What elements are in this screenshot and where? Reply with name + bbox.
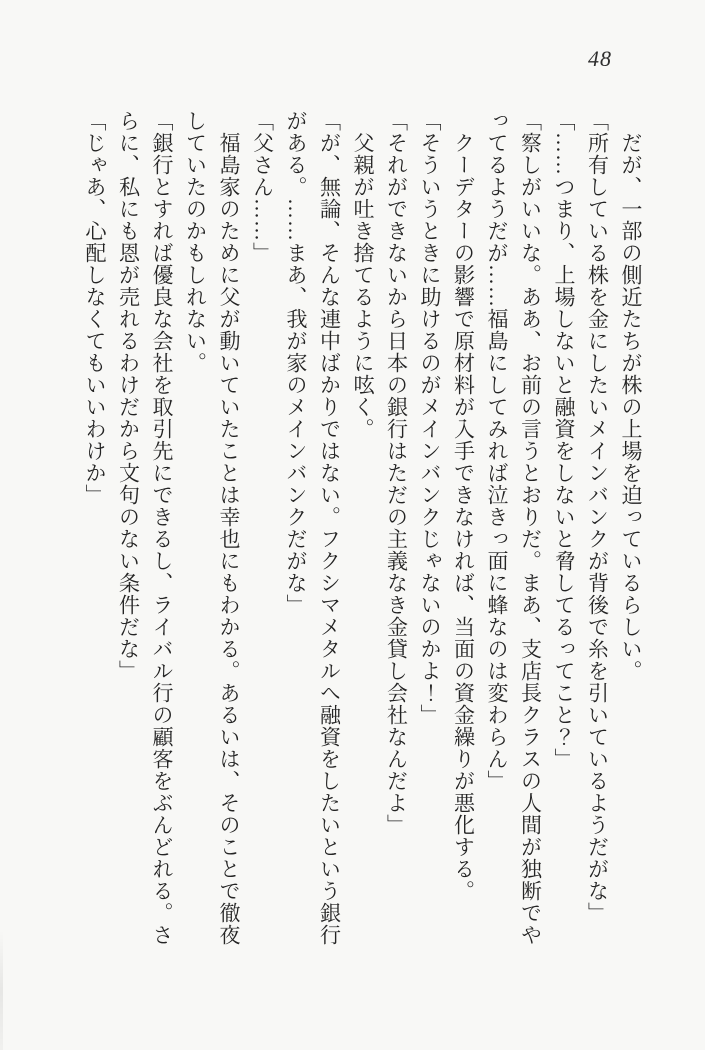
text-column: 「銀行とすれば優良な会社を取引先にできるし、ライバル行の顧客をぶんどれる。さ xyxy=(150,110,174,946)
vertical-text-block xyxy=(78,110,648,952)
text-column: らに、私にも恩が売れるわけだから文句のない条件だな」 xyxy=(116,110,141,682)
text-column: 「察しがいいな。ああ、お前の言うとおりだ。まあ、支店長クラスの人間が独断でや xyxy=(518,110,543,946)
page-number: 48 xyxy=(588,46,612,71)
text-column: 「父さん……」 xyxy=(250,110,275,264)
text-column: 「が、無論、そんな連中ばかりではない。フクシマメタルへ融資をしたいという銀行 xyxy=(317,110,342,946)
text-column: していたのかもしれない。 xyxy=(183,110,208,374)
text-column: 「……つまり、上場しないと融資をしないと脅してるってこと？」 xyxy=(552,110,576,770)
text-column: ってるようだが……福島にしてみれば泣きっ面に蜂なのは変わらん」 xyxy=(485,110,509,792)
text-column: 父親が吐き捨てるように呟く。 xyxy=(351,110,375,440)
text-column: 「それができないから日本の銀行はただの主義なき金貸し会社なんだよ」 xyxy=(384,110,409,836)
scan-edge-artifact xyxy=(0,930,3,1050)
text-column: 「じゃあ、心配しなくてもいいわけか」 xyxy=(83,110,107,506)
text-column: 「所有している株を金にしたいメインバンクが背後で糸を引いているようだがな」 xyxy=(585,110,610,924)
text-column: クーデターの影響で原材料が入手できなければ、当面の資金繰りが悪化する。 xyxy=(451,110,476,902)
text-column: がある。……まあ、我が家のメインバンクだがな」 xyxy=(284,110,308,616)
text-column: だが、一部の側近たちが株の上場を迫っているらしい。 xyxy=(619,110,643,682)
text-column: 「そういうときに助けるのがメインバンクじゃないのかよ！」 xyxy=(418,110,442,726)
text-column: 福島家のために父が動いていたことは幸也にもわかる。あるいは、そのことで徹夜 xyxy=(217,110,241,946)
